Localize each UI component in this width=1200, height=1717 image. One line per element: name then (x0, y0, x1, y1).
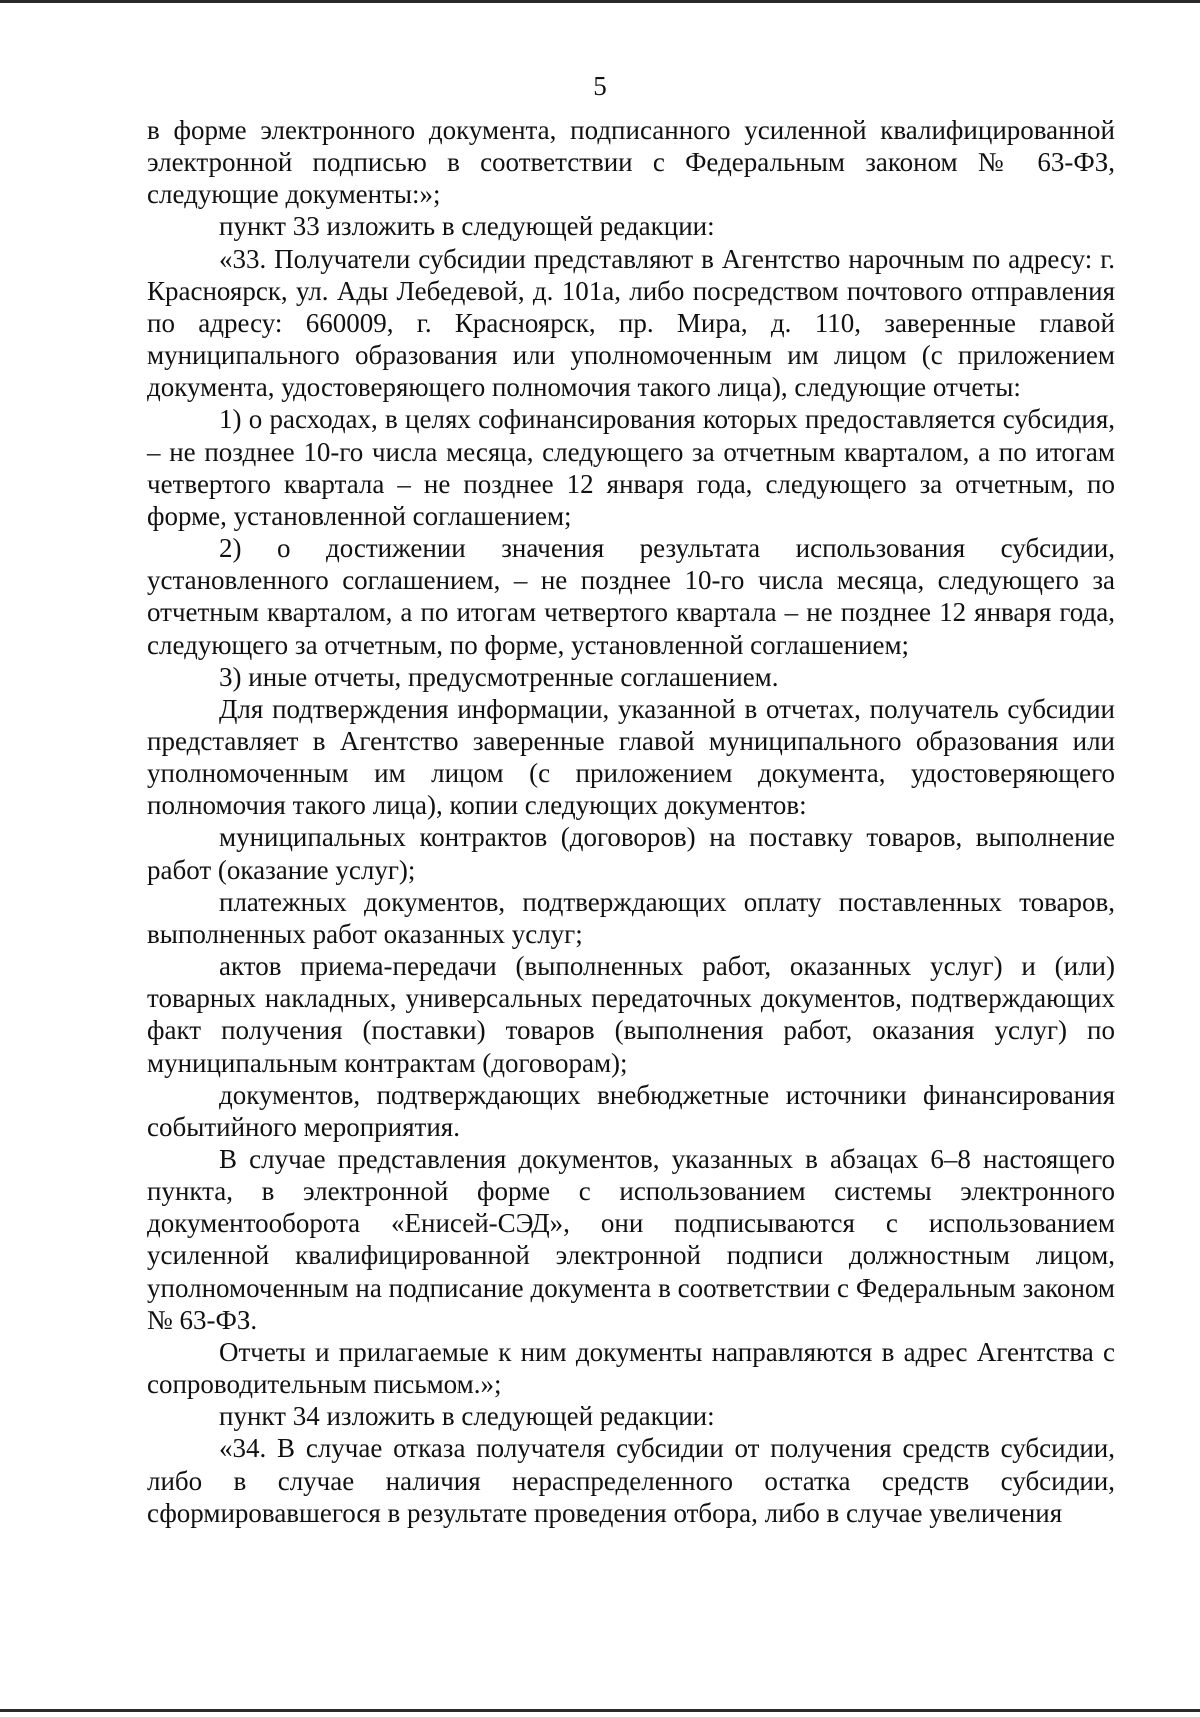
paragraph: «33. Получатели субсидии представляют в Агентство нарочным по адресу: г. Красноярск, ул. Ады Лебедевой, д. 101а, либо посредством почтового отправления по адресу: 660009, г. Красноярск, пр. Мира, д. 110, заверенные главой муниципального образования или уполномоченным им лицом (с приложением документа, удостоверяющего полномочия такого лица), следующие отчеты: (147, 243, 1115, 403)
paragraph: муниципальных контрактов (договоров) на поставку товаров, выполнение работ (оказание услуг); (147, 822, 1115, 885)
paragraph: в форме электронного документа, подписанного усиленной квалифицированной электронной подписью в соответствии с Федеральным законом № 63-ФЗ, следующие документы:»; (147, 115, 1115, 210)
paragraph: В случае представления документов, указанных в абзацах 6–8 настоящего пункта, в электронной форме с использованием системы электронного документооборота «Енисей-СЭД», они подписываются с использованием усиленной квалифицированной электронной подписи должностным лицом, уполномоченным на подписание документа в соответствии с Федеральным законом № 63-ФЗ. (147, 1144, 1115, 1335)
paragraph: документов, подтверждающих внебюджетные источники финансирования событийного мероприятия. (147, 1079, 1115, 1142)
paragraph: 3) иные отчеты, предусмотренные соглашением. (219, 661, 779, 692)
paragraph: актов приема-передачи (выполненных работ, оказанных услуг) и (или) товарных накладных, универсальных передаточных документов, подтверждающих факт получения (поставки) товаров (выполнения работ, оказания услуг) по муниципальным контрактам (договорам); (147, 951, 1115, 1078)
paragraph: пункт 34 изложить в следующей редакции: (219, 1401, 715, 1432)
paragraph: «34. В случае отказа получателя субсидии от получения средств субсидии, либо в случае наличия нераспределенного остатка средств субсидии, сформировавшегося в результате проведения отбора, либо в случае увеличения (147, 1433, 1115, 1528)
paragraph: Отчеты и прилагаемые к ним документы направляются в адрес Агентства с сопроводительным письмом.»; (147, 1336, 1115, 1400)
paragraph: пункт 33 изложить в следующей редакции: (219, 211, 715, 242)
paragraph: Для подтверждения информации, указанной в отчетах, получатель субсидии представляет в Агентство заверенные главой муниципального образования или уполномоченным им лицом (с приложением документа, удостоверяющего полномочия такого лица), копии следующих документов: (147, 693, 1115, 821)
page-number: 5 (593, 71, 607, 101)
scan-edge-bottom (0, 1709, 1200, 1712)
document-body (147, 114, 1115, 1529)
paragraph: платежных документов, подтверждающих оплату поставленных товаров, выполненных работ оказанных услуг; (147, 886, 1115, 949)
paragraph: 2) о достижении значения результата использования субсидии, установленного соглашением, – не позднее 10-го числа месяца, следующего за отчетным кварталом, а по итогам четвертого квартала – не позднее 12 января года, следующего за отчетным, по форме, установленной соглашением; (147, 533, 1115, 660)
scan-edge-top (0, 0, 1200, 3)
paragraph: 1) о расходах, в целях софинансирования которых предоставляется субсидия, – не позднее 10-го числа месяца, следующего за отчетным кварталом, а по итогам четвертого квартала – не позднее 12 января года, следующего за отчетным, по форме, установленной соглашением; (147, 404, 1115, 531)
